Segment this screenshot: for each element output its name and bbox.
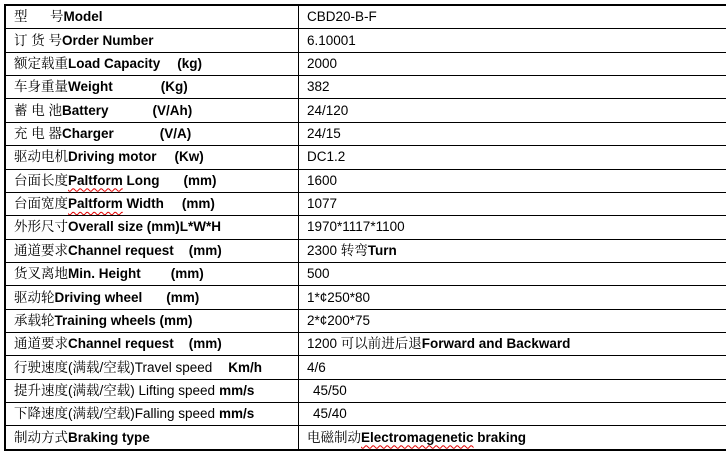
channel-request-fwd-bwd-value-part: 1200 可以前进后退 [307, 333, 422, 355]
falling-speed-label-part: 下降速度(满载/空载)Falling speed [14, 403, 215, 425]
weight-value-cell [299, 76, 726, 99]
braking-type-value-part: 电磁制动 [307, 427, 361, 449]
load-capacity-label-part: Load Capacity [68, 53, 160, 75]
min-height-value-cell [299, 262, 726, 285]
min-height-label-cell [5, 262, 299, 285]
travel-speed-value-part: 4/6 [307, 357, 326, 379]
driving-motor-value-part: DC1.2 [307, 146, 345, 168]
braking-type-value-cell [299, 426, 726, 450]
travel-speed-label-part: 行驶速度(满载/空载)Travel speed [14, 357, 212, 379]
channel-request-turn-value-part: 2300 转弯 [307, 240, 368, 262]
driving-motor-label-part: (Kw) [175, 146, 204, 168]
table-row-overall-size [5, 216, 726, 239]
lifting-speed-label-part: 提升速度(满载/空载) Lifting speed [14, 380, 215, 402]
platform-long-value-cell [299, 169, 726, 192]
falling-speed-label-cell [5, 403, 299, 426]
channel-request-turn-label-part: Channel request [68, 240, 174, 262]
table-row-channel-request-fwd-bwd [5, 333, 726, 356]
platform-width-label-part: Paltform [68, 193, 123, 215]
table-row-lifting-speed [5, 379, 726, 402]
channel-request-turn-label-part: (mm) [189, 240, 222, 262]
table-row-travel-speed [5, 356, 726, 379]
training-wheels-value-cell [299, 309, 726, 332]
charger-label-part: (V/A) [160, 123, 192, 145]
lifting-speed-value-cell [299, 379, 726, 402]
spec-table-body [5, 5, 726, 450]
platform-long-value-part: 1600 [307, 170, 337, 192]
order-number-label-part: 订 货 号 [14, 30, 62, 52]
braking-type-value-part: braking [474, 427, 527, 449]
platform-width-label-part: Width [123, 193, 164, 215]
overall-size-value-cell [299, 216, 726, 239]
platform-long-label-part: 台面长度 [14, 170, 68, 192]
falling-speed-value-cell [299, 403, 726, 426]
weight-label-part: (Kg) [161, 76, 188, 98]
platform-width-label-cell [5, 192, 299, 215]
braking-type-label-part: 制动方式 [14, 427, 68, 449]
weight-value-part: 382 [307, 76, 330, 98]
min-height-label-part: (mm) [171, 263, 204, 285]
battery-label-part: (V/Ah) [153, 100, 193, 122]
channel-request-turn-label-part: 通道要求 [14, 240, 68, 262]
charger-label-part: Charger [62, 123, 114, 145]
braking-type-label-cell [5, 426, 299, 450]
lifting-speed-label-cell [5, 379, 299, 402]
falling-speed-value-part: 45/40 [313, 403, 347, 425]
driving-wheel-label-part: Driving wheel [55, 287, 143, 309]
load-capacity-label-cell [5, 52, 299, 75]
channel-request-fwd-bwd-label-part: Channel request [68, 333, 174, 355]
weight-label-part: 车身重量 [14, 76, 68, 98]
platform-width-label-part: (mm) [182, 193, 215, 215]
driving-wheel-label-cell [5, 286, 299, 309]
channel-request-fwd-bwd-label-cell [5, 333, 299, 356]
overall-size-label-cell [5, 216, 299, 239]
charger-value-part: 24/15 [307, 123, 341, 145]
platform-width-value-cell [299, 192, 726, 215]
channel-request-turn-label-cell [5, 239, 299, 262]
driving-wheel-value-part: 1*¢250*80 [307, 287, 370, 309]
min-height-value-part: 500 [307, 263, 330, 285]
order-number-label-part: Order Number [62, 30, 154, 52]
driving-motor-label-part: 驱动电机 [14, 146, 68, 168]
overall-size-label-part: 外形尺寸 [14, 216, 68, 238]
model-value-cell [299, 5, 726, 29]
order-number-value-cell [299, 29, 726, 52]
battery-label-cell [5, 99, 299, 122]
channel-request-fwd-bwd-value-cell [299, 333, 726, 356]
travel-speed-label-part: Km/h [228, 357, 262, 379]
platform-long-label-part: (mm) [184, 170, 217, 192]
battery-value-part: 24/120 [307, 100, 348, 122]
table-row-driving-motor [5, 146, 726, 169]
channel-request-turn-value-cell [299, 239, 726, 262]
table-row-platform-width [5, 192, 726, 215]
driving-wheel-value-cell [299, 286, 726, 309]
table-row-charger [5, 122, 726, 145]
table-row-braking-type [5, 426, 726, 450]
table-row-order-number [5, 29, 726, 52]
training-wheels-label-part: Training wheels (mm) [55, 310, 193, 332]
model-label-part: Model [64, 6, 103, 28]
lifting-speed-label-part: mm/s [219, 380, 254, 402]
braking-type-label-part: Braking type [68, 427, 150, 449]
order-number-value-part: 6.10001 [307, 30, 356, 52]
table-row-battery [5, 99, 726, 122]
table-row-min-height [5, 262, 726, 285]
falling-speed-label-part: mm/s [219, 403, 254, 425]
driving-wheel-label-part: 驱动轮 [14, 287, 55, 309]
model-value-part: CBD20-B-F [307, 6, 377, 28]
driving-motor-label-cell [5, 146, 299, 169]
table-row-falling-speed [5, 403, 726, 426]
training-wheels-label-part: 承载轮 [14, 310, 55, 332]
charger-value-cell [299, 122, 726, 145]
channel-request-fwd-bwd-label-part: (mm) [189, 333, 222, 355]
training-wheels-value-part: 2*¢200*75 [307, 310, 370, 332]
battery-value-cell [299, 99, 726, 122]
driving-motor-label-part: Driving motor [68, 146, 157, 168]
model-label-part: 型 号 [14, 6, 64, 28]
min-height-label-part: Min. Height [68, 263, 141, 285]
platform-width-value-part: 1077 [307, 193, 337, 215]
channel-request-fwd-bwd-value-part: Forward and Backward [422, 333, 571, 355]
training-wheels-label-cell [5, 309, 299, 332]
table-row-model [5, 5, 726, 29]
table-row-weight [5, 76, 726, 99]
weight-label-cell [5, 76, 299, 99]
travel-speed-label-cell [5, 356, 299, 379]
table-row-platform-long [5, 169, 726, 192]
battery-label-part: 蓄 电 池 [14, 100, 62, 122]
load-capacity-label-part: (kg) [177, 53, 202, 75]
lifting-speed-value-part: 45/50 [313, 380, 347, 402]
driving-motor-value-cell [299, 146, 726, 169]
charger-label-cell [5, 122, 299, 145]
load-capacity-label-part: 额定载重 [14, 53, 68, 75]
travel-speed-value-cell [299, 356, 726, 379]
load-capacity-value-part: 2000 [307, 53, 337, 75]
table-row-driving-wheel [5, 286, 726, 309]
battery-label-part: Battery [62, 100, 109, 122]
platform-long-label-part: Paltform [68, 170, 123, 192]
spec-table [4, 4, 726, 451]
model-label-cell [5, 5, 299, 29]
table-row-training-wheels [5, 309, 726, 332]
channel-request-turn-value-part: Turn [368, 240, 397, 262]
charger-label-part: 充 电 器 [14, 123, 62, 145]
channel-request-fwd-bwd-label-part: 通道要求 [14, 333, 68, 355]
load-capacity-value-cell [299, 52, 726, 75]
driving-wheel-label-part: (mm) [166, 287, 199, 309]
weight-label-part: Weight [68, 76, 113, 98]
braking-type-value-part: Electromagenetic [361, 427, 474, 449]
order-number-label-cell [5, 29, 299, 52]
overall-size-value-part: 1970*1117*1100 [307, 216, 405, 238]
table-row-load-capacity [5, 52, 726, 75]
min-height-label-part: 货叉离地 [14, 263, 68, 285]
overall-size-label-part: Overall size (mm)L*W*H [68, 216, 221, 238]
platform-long-label-part: Long [123, 170, 160, 192]
platform-width-label-part: 台面宽度 [14, 193, 68, 215]
table-row-channel-request-turn [5, 239, 726, 262]
platform-long-label-cell [5, 169, 299, 192]
